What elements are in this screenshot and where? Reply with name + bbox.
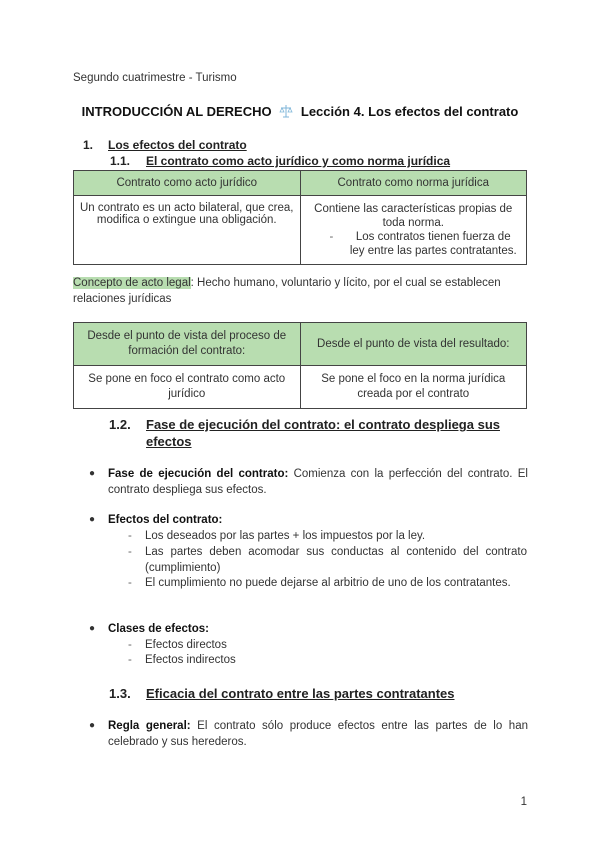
concept-colon: : (190, 277, 194, 289)
cell-dash-item (306, 230, 522, 258)
section-number: 1.3. (109, 686, 131, 701)
bullet-item (89, 466, 529, 500)
section-1-3-heading (109, 685, 529, 703)
bullet-glyph: ● (89, 623, 96, 634)
table-cell: Se pone en foco el contrato como acto jurídico (74, 366, 301, 409)
list-item (128, 528, 528, 544)
section-title: Fase de ejecución del contrato: el contrato despliega sus efectos (146, 417, 500, 449)
bullet-body (108, 512, 528, 528)
dash-glyph: - (329, 231, 334, 243)
table-cell: Un contrato es un acto bilateral, que crea, modifica o extingue una obligación. (74, 196, 301, 265)
bullet-glyph: ● (89, 720, 96, 731)
title-subject: INTRODUCCIÓN AL DERECHO (81, 104, 272, 119)
section-1-2-heading (109, 416, 529, 452)
bullet-glyph: ● (89, 514, 96, 525)
cell-text: Contiene las características propias de toda norma. (314, 203, 513, 229)
table-cell: Se pone el foco en la norma jurídica creada por el contrato (300, 366, 527, 409)
list-item (128, 637, 528, 653)
list-item (128, 652, 528, 668)
scales-icon (279, 104, 293, 118)
bullet-label: Efectos del contrato: (108, 514, 223, 526)
concept-paragraph (73, 275, 513, 307)
list-item (128, 575, 528, 607)
section-number: 1. (83, 138, 94, 152)
bullet-label: Clases de efectos: (108, 623, 209, 635)
document-title (0, 104, 600, 119)
list-item-text: El cumplimiento no puede dejarse al arbitrio de uno de los contratantes. (145, 577, 511, 589)
list-item-text: Las partes deben acomodar sus conductas al contenido del contrato (cumplimiento) (145, 546, 527, 574)
list-item-text: Efectos directos (145, 639, 227, 651)
table-header-cell: Desde el punto de vista del resultado: (300, 323, 527, 366)
acto-norma-table (73, 170, 527, 265)
dash-glyph: - (128, 546, 132, 558)
bullet-text: Comienza con la perfección del contrato. El contrato despliega sus efectos. (108, 468, 528, 496)
bullet-body (108, 466, 528, 498)
section-number: 1.1. (110, 154, 131, 168)
bullet-item (89, 718, 529, 752)
table-header-cell: Contrato como acto jurídico (74, 171, 301, 196)
list-item-text: Los deseados por las partes + los impuestos por la ley. (145, 530, 426, 542)
dash-glyph: - (128, 654, 132, 666)
concept-text: Hecho humano, voluntario y lícito, por el cual se establecen relaciones jurídicas (73, 277, 501, 305)
bullet-body (108, 621, 528, 637)
bullet-item (89, 512, 529, 528)
bullet-item (89, 621, 529, 637)
table-header-cell: Desde el punto de vista del proceso de formación del contrato: (74, 323, 301, 366)
dash-glyph: - (128, 577, 132, 589)
concept-label: Concepto de acto legal (73, 277, 191, 289)
page-number: 1 (520, 796, 527, 808)
dash-glyph: - (128, 639, 132, 651)
section-1-1-heading (110, 154, 450, 168)
table-header-cell: Contrato como norma jurídica (300, 171, 527, 196)
list-item-text: Efectos indirectos (145, 654, 236, 666)
section-title: Eficacia del contrato entre las partes contratantes (146, 686, 455, 701)
bullet-label: Regla general: (108, 720, 191, 732)
section-title: Los efectos del contrato (108, 138, 247, 152)
bullet-glyph: ● (89, 468, 96, 479)
section-number: 1.2. (109, 417, 131, 432)
dash-glyph: - (128, 530, 132, 542)
section-title: El contrato como acto jurídico y como norma jurídica (146, 154, 451, 168)
bullet-text: El contrato sólo produce efectos entre las partes de lo han celebrado y sus herederos. (108, 720, 528, 748)
title-lesson: Lección 4. Los efectos del contrato (300, 104, 519, 119)
bullet-label: Fase de ejecución del contrato: (108, 468, 289, 480)
list-item (128, 544, 528, 576)
bullet-body (108, 718, 528, 750)
section-1-heading (83, 138, 247, 152)
viewpoint-table (73, 322, 527, 409)
table-cell (300, 196, 527, 265)
cell-text: Los contratos tienen fuerza de ley entre las partes contratantes. (349, 231, 517, 257)
header-subtitle: Segundo cuatrimestre - Turismo (73, 72, 237, 84)
